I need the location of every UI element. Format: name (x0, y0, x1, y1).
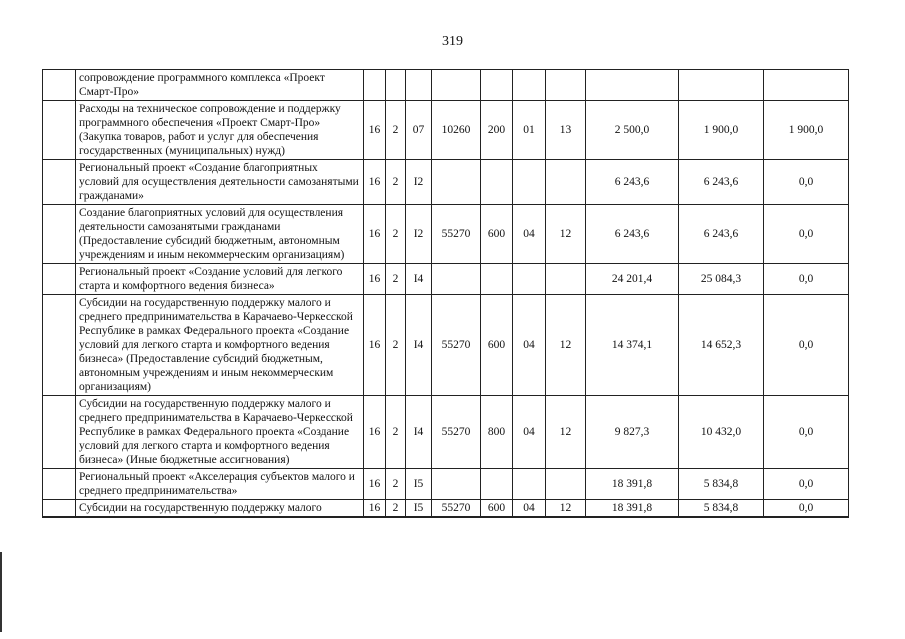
code-cell: 55270 (432, 500, 481, 518)
code-cell: 2 (386, 205, 406, 264)
amount-cell: 14 374,1 (586, 295, 679, 396)
table-row (43, 101, 849, 160)
amount-cell: 0,0 (764, 396, 849, 469)
row-number-cell (43, 500, 76, 518)
amount-cell: 25 084,3 (679, 264, 764, 295)
row-number-cell (43, 101, 76, 160)
code-cell: 2 (386, 469, 406, 500)
description-cell: Региональный проект «Создание благоприятных условий для осуществления деятельности самозанятыми гражданами» (76, 160, 364, 205)
amount-cell: 0,0 (764, 295, 849, 396)
amount-cell: 18 391,8 (586, 469, 679, 500)
row-number-cell (43, 205, 76, 264)
code-cell (546, 264, 586, 295)
code-cell: 2 (386, 500, 406, 518)
row-number-cell (43, 160, 76, 205)
description-cell: Расходы на техническое сопровождение и поддержку программного обеспечения «Проект Смарт-Про» (Закупка товаров, работ и услуг для обеспечения государственных (муниципальных) нужд) (76, 101, 364, 160)
code-cell: 800 (481, 396, 513, 469)
amount-cell (679, 70, 764, 101)
code-cell: I2 (406, 160, 432, 205)
code-cell: 2 (386, 264, 406, 295)
amount-cell: 2 500,0 (586, 101, 679, 160)
code-cell: 55270 (432, 205, 481, 264)
code-cell: 07 (406, 101, 432, 160)
code-cell (513, 264, 546, 295)
amount-cell: 1 900,0 (679, 101, 764, 160)
table-row (43, 160, 849, 205)
code-cell: 2 (386, 101, 406, 160)
amount-cell: 0,0 (764, 264, 849, 295)
code-cell: 12 (546, 295, 586, 396)
code-cell (481, 70, 513, 101)
code-cell: 200 (481, 101, 513, 160)
code-cell: 12 (546, 500, 586, 518)
code-cell: I5 (406, 500, 432, 518)
amount-cell: 6 243,6 (679, 160, 764, 205)
row-number-cell (43, 396, 76, 469)
amount-cell: 14 652,3 (679, 295, 764, 396)
code-cell: 16 (364, 205, 386, 264)
amount-cell: 5 834,8 (679, 469, 764, 500)
table-row (43, 469, 849, 500)
amount-cell: 0,0 (764, 160, 849, 205)
amount-cell: 9 827,3 (586, 396, 679, 469)
code-cell: 600 (481, 295, 513, 396)
code-cell: I5 (406, 469, 432, 500)
table-row (43, 264, 849, 295)
description-cell: Региональный проект «Акселерация субъектов малого и среднего предпринимательства» (76, 469, 364, 500)
code-cell: 2 (386, 160, 406, 205)
code-cell: 12 (546, 396, 586, 469)
table-row (43, 70, 849, 101)
code-cell (386, 70, 406, 101)
code-cell (546, 160, 586, 205)
code-cell (432, 160, 481, 205)
code-cell (546, 70, 586, 101)
amount-cell: 0,0 (764, 469, 849, 500)
code-cell: 55270 (432, 295, 481, 396)
amount-cell: 1 900,0 (764, 101, 849, 160)
code-cell: I4 (406, 295, 432, 396)
description-cell: Создание благоприятных условий для осуществления деятельности самозанятыми гражданами (Предоставление субсидий бюджетным, автономным учреждениям и иным некоммерческим организациям) (76, 205, 364, 264)
scan-margin-line (0, 552, 2, 632)
code-cell (481, 469, 513, 500)
amount-cell: 6 243,6 (586, 160, 679, 205)
code-cell: 16 (364, 295, 386, 396)
amount-cell: 6 243,6 (586, 205, 679, 264)
code-cell: 16 (364, 469, 386, 500)
code-cell (432, 264, 481, 295)
code-cell: 16 (364, 160, 386, 205)
amount-cell: 6 243,6 (679, 205, 764, 264)
code-cell: 04 (513, 205, 546, 264)
code-cell (364, 70, 386, 101)
code-cell: 16 (364, 264, 386, 295)
row-number-cell (43, 264, 76, 295)
budget-table (42, 69, 849, 518)
code-cell: 04 (513, 295, 546, 396)
code-cell: 16 (364, 396, 386, 469)
code-cell: I4 (406, 396, 432, 469)
amount-cell: 5 834,8 (679, 500, 764, 518)
code-cell: 16 (364, 101, 386, 160)
code-cell: 01 (513, 101, 546, 160)
row-number-cell (43, 70, 76, 101)
code-cell: 04 (513, 396, 546, 469)
code-cell: 600 (481, 205, 513, 264)
code-cell: 600 (481, 500, 513, 518)
table-row (43, 205, 849, 264)
code-cell: 13 (546, 101, 586, 160)
code-cell (406, 70, 432, 101)
amount-cell: 10 432,0 (679, 396, 764, 469)
code-cell (513, 70, 546, 101)
amount-cell: 0,0 (764, 205, 849, 264)
code-cell: 04 (513, 500, 546, 518)
code-cell (432, 469, 481, 500)
code-cell (481, 264, 513, 295)
page-number: 319 (442, 34, 463, 49)
table-row (43, 500, 849, 518)
description-cell: Региональный проект «Создание условий для легкого старта и комфортного ведения бизнеса» (76, 264, 364, 295)
code-cell: 16 (364, 500, 386, 518)
amount-cell (764, 70, 849, 101)
code-cell: I2 (406, 205, 432, 264)
code-cell: I4 (406, 264, 432, 295)
row-number-cell (43, 295, 76, 396)
code-cell: 2 (386, 396, 406, 469)
code-cell: 55270 (432, 396, 481, 469)
code-cell (546, 469, 586, 500)
amount-cell: 0,0 (764, 500, 849, 518)
description-cell: Субсидии на государственную поддержку малого и среднего предпринимательства в Карачаево-Черкесской Республике в рамках Федерального проекта «Создание условий для легкого старта и комфортного ведения бизнеса» (Иные бюджетные ассигнования) (76, 396, 364, 469)
code-cell (481, 160, 513, 205)
code-cell: 2 (386, 295, 406, 396)
row-number-cell (43, 469, 76, 500)
code-cell: 10260 (432, 101, 481, 160)
code-cell (513, 469, 546, 500)
code-cell (513, 160, 546, 205)
amount-cell: 24 201,4 (586, 264, 679, 295)
amount-cell: 18 391,8 (586, 500, 679, 518)
code-cell (432, 70, 481, 101)
description-cell: Субсидии на государственную поддержку малого (76, 500, 364, 518)
table-row (43, 295, 849, 396)
amount-cell (586, 70, 679, 101)
table-row (43, 396, 849, 469)
description-cell: сопровождение программного комплекса «Проект Смарт-Про» (76, 70, 364, 101)
description-cell: Субсидии на государственную поддержку малого и среднего предпринимательства в Карачаево-Черкесской Республике в рамках Федерального проекта «Создание условий для легкого старта и комфортного ведения бизнеса» (Предоставление субсидий бюджетным, автономным учреждениям и иным некоммерческим организациям) (76, 295, 364, 396)
code-cell: 12 (546, 205, 586, 264)
